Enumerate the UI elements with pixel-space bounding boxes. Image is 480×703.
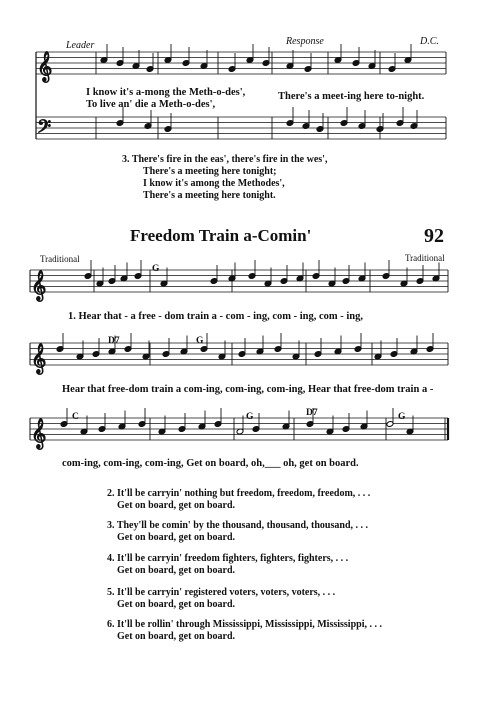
lyric-line-2: To live an' die a Meth-o-des', <box>86 99 216 110</box>
chord-symbol: D7 <box>108 336 120 346</box>
words-credit: Traditional <box>40 254 80 264</box>
lyric-line-1: I know it's a-mong the Meth-o-des', <box>86 87 246 98</box>
verse-refrain: Get on board, get on board. <box>117 599 236 610</box>
verse-line: 3. They'll be comin' by the thousand, thousand, thousand, . . . <box>107 520 369 531</box>
treble-clef-icon: 𝄞 <box>31 271 47 301</box>
chord-symbol: G <box>196 336 204 346</box>
treble-clef-icon: 𝄞 <box>31 344 47 374</box>
leader-label: Leader <box>66 40 95 51</box>
chord-symbol: C <box>72 412 79 422</box>
hymn-number: 92 <box>424 225 444 247</box>
verse3-line2: There's a meeting here tonight; <box>143 166 277 177</box>
verse3-line3: I know it's among the Methodes', <box>143 178 285 189</box>
treble-clef-icon: 𝄞 <box>31 419 47 449</box>
hymn-title: Freedom Train a-Comin' <box>130 226 312 245</box>
system1-lyrics: 1. Hear that - a free - dom train a - com - ing, com - ing, com - ing, <box>68 311 364 322</box>
system2-lyrics: Hear that free-dom train a com-ing, com-ing, com-ing, Hear that free-dom train a - <box>62 384 434 395</box>
system3-lyrics: com-ing, com-ing, com-ing, Get on board, oh,___ oh, get on board. <box>62 458 359 469</box>
verse3-line4: There's a meeting here tonight. <box>143 190 276 201</box>
verse-line: 5. It'll be carryin' registered voters, voters, voters, . . . <box>107 587 336 598</box>
bass-clef-icon: 𝄢 <box>37 117 52 142</box>
verse-refrain: Get on board, get on board. <box>117 532 236 543</box>
dc-label: D.C. <box>420 36 439 47</box>
response-lyric: There's a meet-ing here to-night. <box>278 91 425 102</box>
response-label: Response <box>286 36 324 47</box>
verse-line: 2. It'll be carryin' nothing but freedom, freedom, freedom, . . . <box>107 488 371 499</box>
verse-refrain: Get on board, get on board. <box>117 565 236 576</box>
verse-refrain: Get on board, get on board. <box>117 631 236 642</box>
chord-symbol: G <box>152 264 160 274</box>
chord-symbol: D7 <box>306 408 318 418</box>
music-credit: Traditional <box>405 253 445 263</box>
chord-symbol: G <box>246 412 254 422</box>
verse-refrain: Get on board, get on board. <box>117 500 236 511</box>
verse-line: 4. It'll be carryin' freedom fighters, fighters, fighters, . . . <box>107 553 349 564</box>
treble-clef-icon: 𝄞 <box>37 52 53 82</box>
verse3-line1: 3. There's fire in the eas', there's fire in the wes', <box>122 154 328 165</box>
verse-line: 6. It'll be rollin' through Mississippi, Mississippi, Mississippi, . . . <box>107 619 382 630</box>
chord-symbol: G <box>398 412 406 422</box>
